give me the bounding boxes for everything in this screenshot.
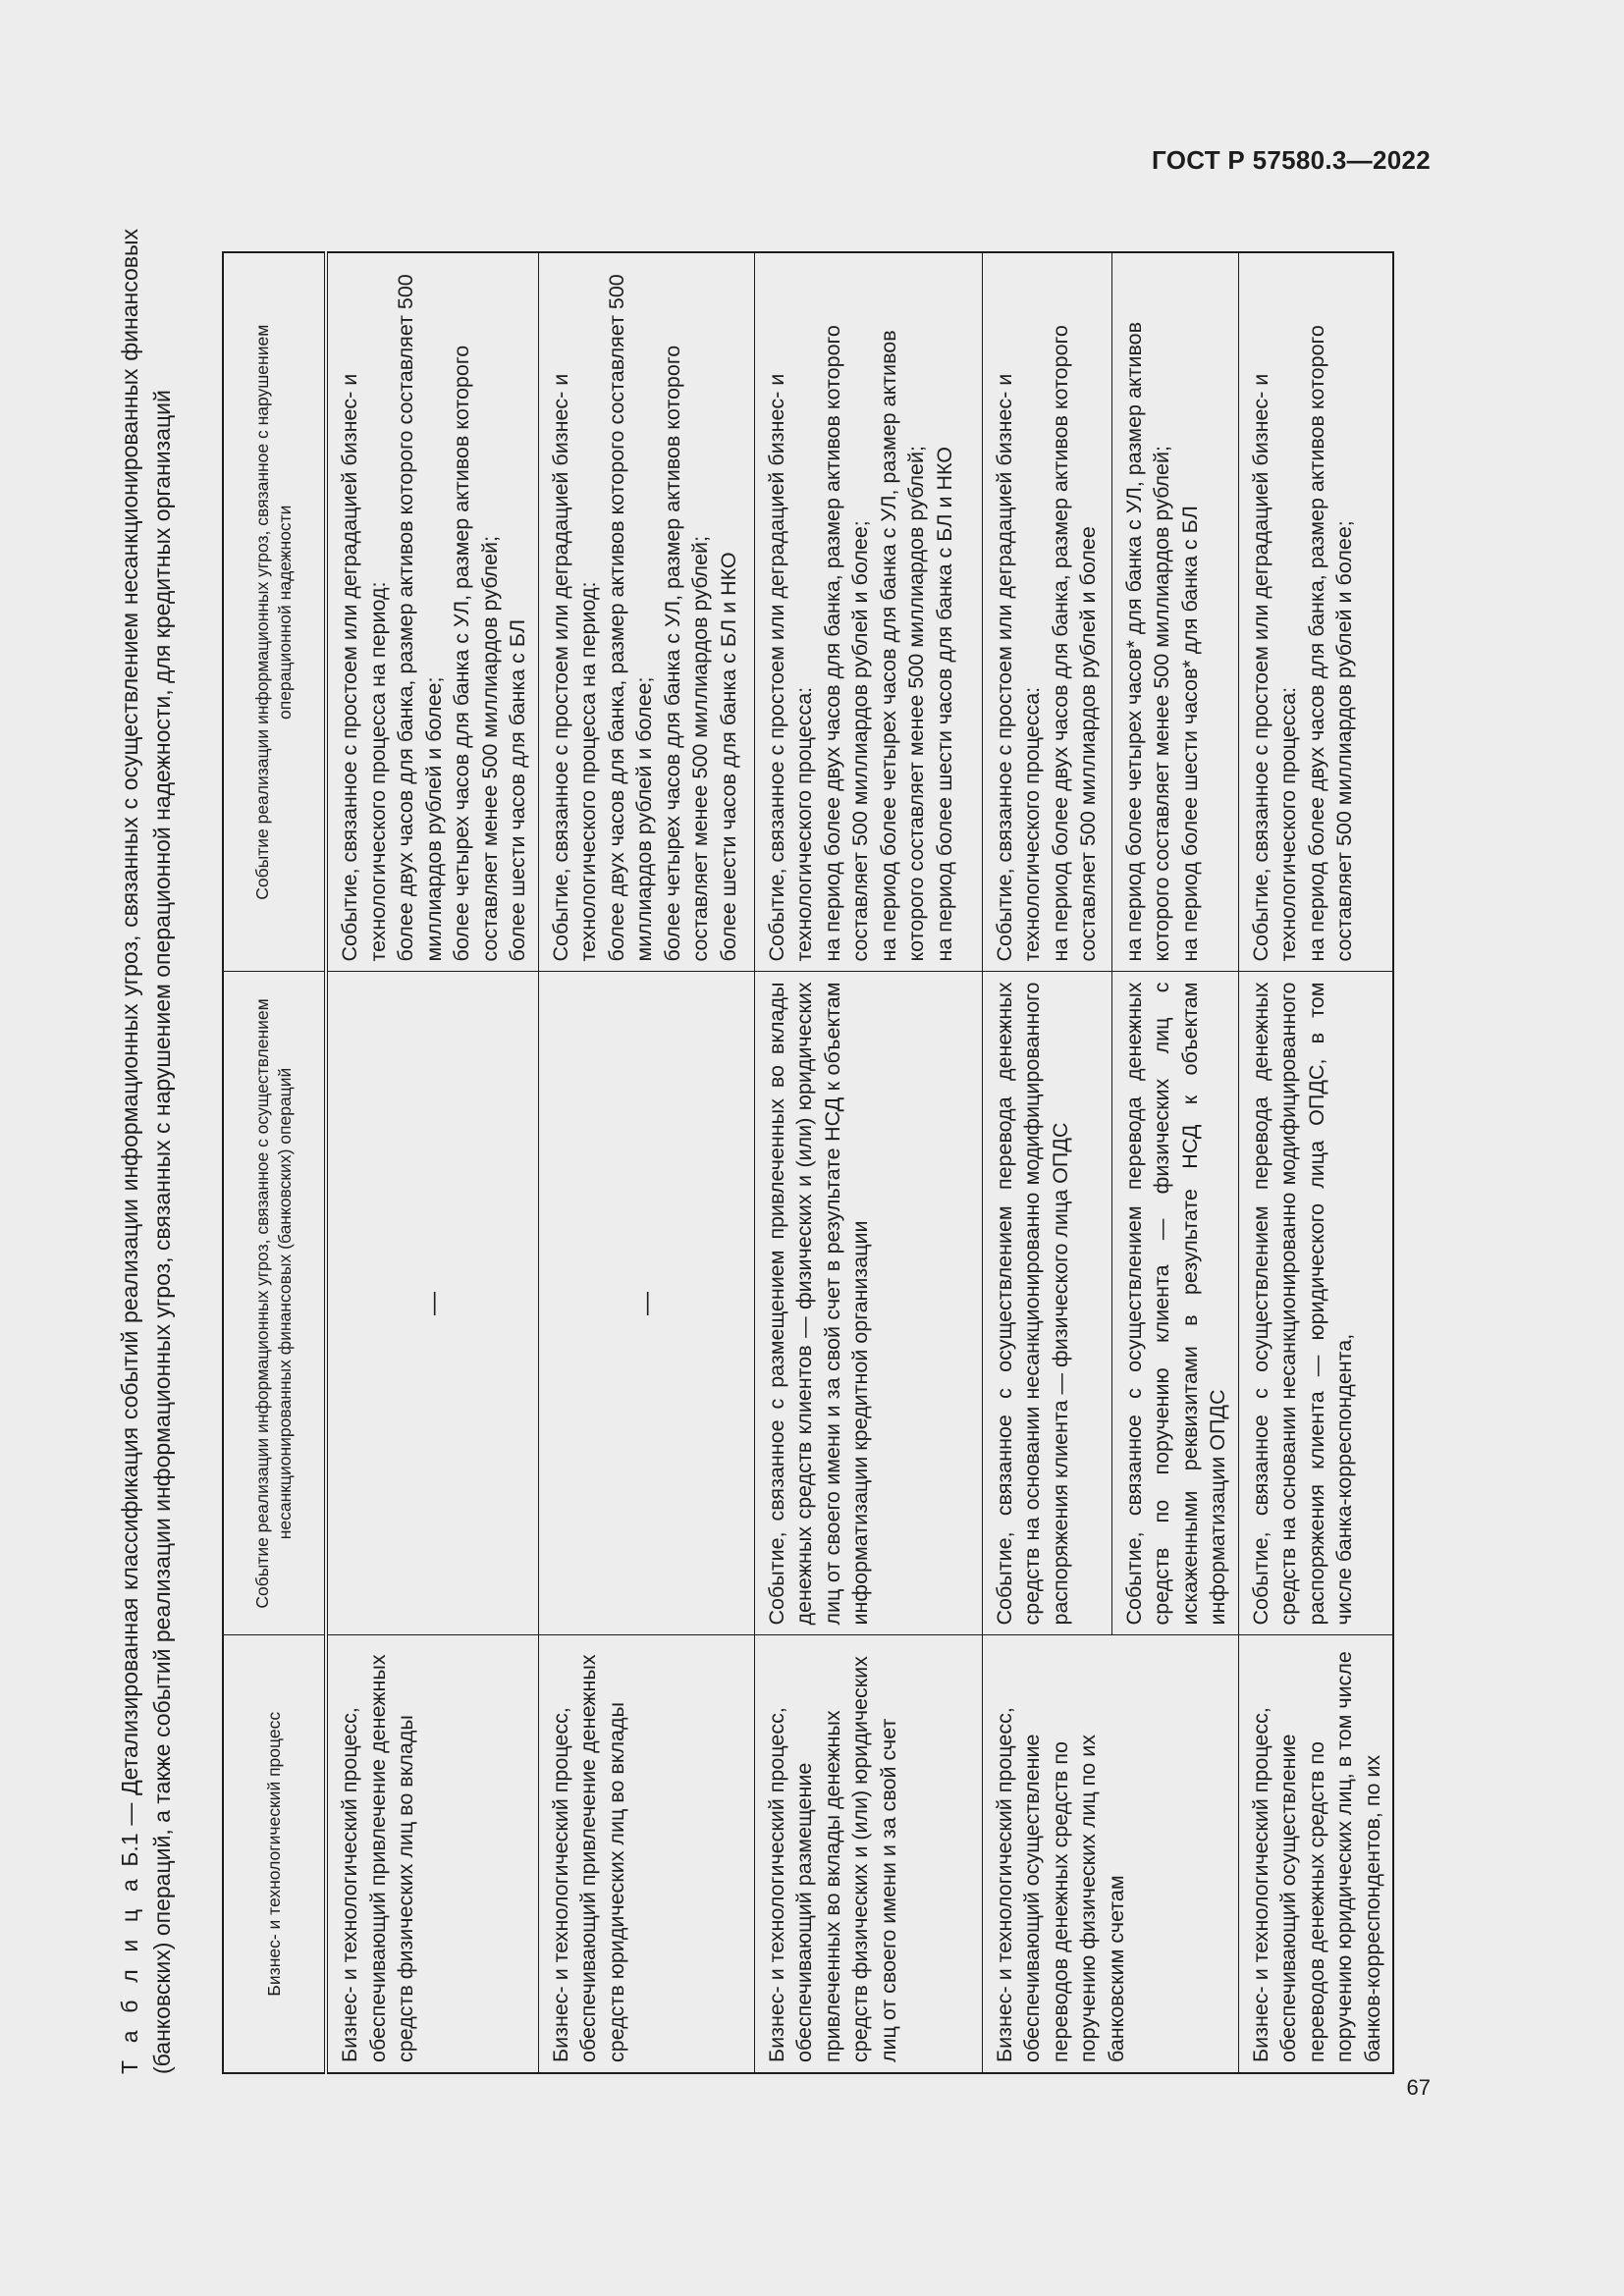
document-code-header: ГОСТ Р 57580.3—2022 — [1152, 145, 1431, 175]
table-row — [1238, 252, 1393, 2073]
caption-label: Т а б л и ц а — [117, 1874, 142, 2074]
header-op-event: Событие реализации информационных угроз, связанное с нарушением операционной надежности — [223, 252, 326, 972]
op-line: на период более двух часов для банка, размер активов которого составляет 500 миллиардов рублей и более; — [820, 325, 872, 962]
op-line: на период более четырех часов* для банка с УЛ, размер активов которого составляет менее 500 миллиардов рублей; — [1121, 322, 1173, 962]
op-line: более шести часов для банка с БЛ и НКО — [716, 552, 740, 962]
op-line: более двух часов для банка, размер активов которого составляет 500 миллиардов рублей и более; — [604, 274, 656, 962]
op-line: более двух часов для банка, размер активов которого составляет 500 миллиардов рублей и более; — [394, 274, 446, 962]
op-line: на период более четырех часов для банка с УЛ, размер активов которого составляет менее 500 миллиардов рублей; — [876, 330, 928, 962]
op-line: на период более шести часов для банка с БЛ и НКО — [932, 447, 956, 962]
page-number: 67 — [1406, 2075, 1431, 2100]
op-cell — [326, 252, 538, 972]
table-caption — [108, 229, 222, 2074]
ndo-cell: — — [326, 972, 538, 1635]
op-line: на период более двух часов для банка, размер активов которого составляет 500 миллиардов рублей и более; — [1304, 325, 1356, 962]
table-row — [326, 252, 538, 2073]
op-cell — [1111, 252, 1238, 972]
ndo-cell: — — [538, 972, 754, 1635]
table-row — [538, 252, 754, 2073]
op-line: Событие, связанное с простоем или деградацией бизнес- и технологического процесса на период: — [338, 373, 390, 962]
rotated-table-block — [108, 229, 1424, 2074]
header-ndo-event: Событие реализации информационных угроз, связанное с осуществлением несанкционированных финансовых (банковских) операций — [223, 972, 326, 1635]
process-cell: Бизнес- и технологический процесс, обеспечивающий осуществление переводов денежных средств по поручению физических лиц по их банковским счетам — [982, 1635, 1238, 2073]
op-line: более четырех часов для банка с УЛ, размер активов которого составляет менее 500 миллиардов рублей; — [450, 345, 502, 962]
op-line: Событие, связанное с простоем или деградацией бизнес- и технологического процесса: — [1248, 373, 1300, 962]
classification-table — [222, 251, 1394, 2074]
op-line: более четырех часов для банка с УЛ, размер активов которого составляет менее 500 миллиардов рублей; — [660, 345, 712, 962]
process-cell: Бизнес- и технологический процесс, обеспечивающий осуществление переводов денежных средств по поручению юридических лиц, в том числе банков-корреспондентов, по их — [1238, 1635, 1393, 2073]
op-cell — [982, 252, 1111, 972]
caption-text: Б.1 — Детализированная классификация событий реализации информационных угроз, связанных с осуществлением несанкционированных финансовых (банковских) операций, а также событий реализации информационных угроз, связанных с нарушением операционной надежности, для кредитных организаций — [117, 229, 175, 2074]
ndo-cell: Событие, связанное с осуществлением перевода денежных средств на основании несанкционированно модифицированного распоряжения клиента — физического лица ОПДС — [982, 972, 1111, 1635]
process-cell: Бизнес- и технологический процесс, обеспечивающий привлечение денежных средств юридических лиц во вклады — [538, 1635, 754, 2073]
ndo-cell: Событие, связанное с размещением привлеченных во вклады денежных средств клиентов — физических и (или) юридических лиц от своего имени и за свой счет в результате НСД к объектам информатизации кредитной организации — [754, 972, 982, 1635]
ndo-cell: Событие, связанное с осуществлением перевода денежных средств на основании несанкционированно модифицированного распоряжения клиента — юридического лица ОПДС, в том числе банка-корреспондента, — [1238, 972, 1393, 1635]
table-row — [754, 252, 982, 2073]
op-line: на период более двух часов для банка, размер активов которого составляет 500 миллиардов рублей и более — [1048, 325, 1100, 962]
table-header-row — [223, 252, 326, 2073]
op-line: на период более шести часов* для банка с БЛ — [1177, 506, 1202, 962]
op-cell — [1238, 252, 1393, 972]
process-cell: Бизнес- и технологический процесс, обеспечивающий размещение привлеченных во вклады денежных средств физических и (или) юридических лиц от своего имени и за свой счет — [754, 1635, 982, 2073]
op-cell — [538, 252, 754, 972]
op-line: Событие, связанное с простоем или деградацией бизнес- и технологического процесса на период: — [548, 373, 600, 962]
op-cell — [754, 252, 982, 972]
process-cell: Бизнес- и технологический процесс, обеспечивающий привлечение денежных средств физических лиц во вклады — [326, 1635, 538, 2073]
op-line: более шести часов для банка с БЛ — [506, 618, 529, 962]
ndo-cell: Событие, связанное с осуществлением перевода денежных средств по поручению клиента — физических лиц с искаженными реквизитами в результате НСД к объектам информатизации ОПДС — [1111, 972, 1238, 1635]
table-row — [982, 252, 1111, 2073]
header-process: Бизнес- и технологический процесс — [223, 1635, 326, 2073]
op-line: Событие, связанное с простоем или деградацией бизнес- и технологического процесса: — [764, 373, 816, 962]
op-line: Событие, связанное с простоем или деградацией бизнес- и технологического процесса: — [992, 373, 1044, 962]
